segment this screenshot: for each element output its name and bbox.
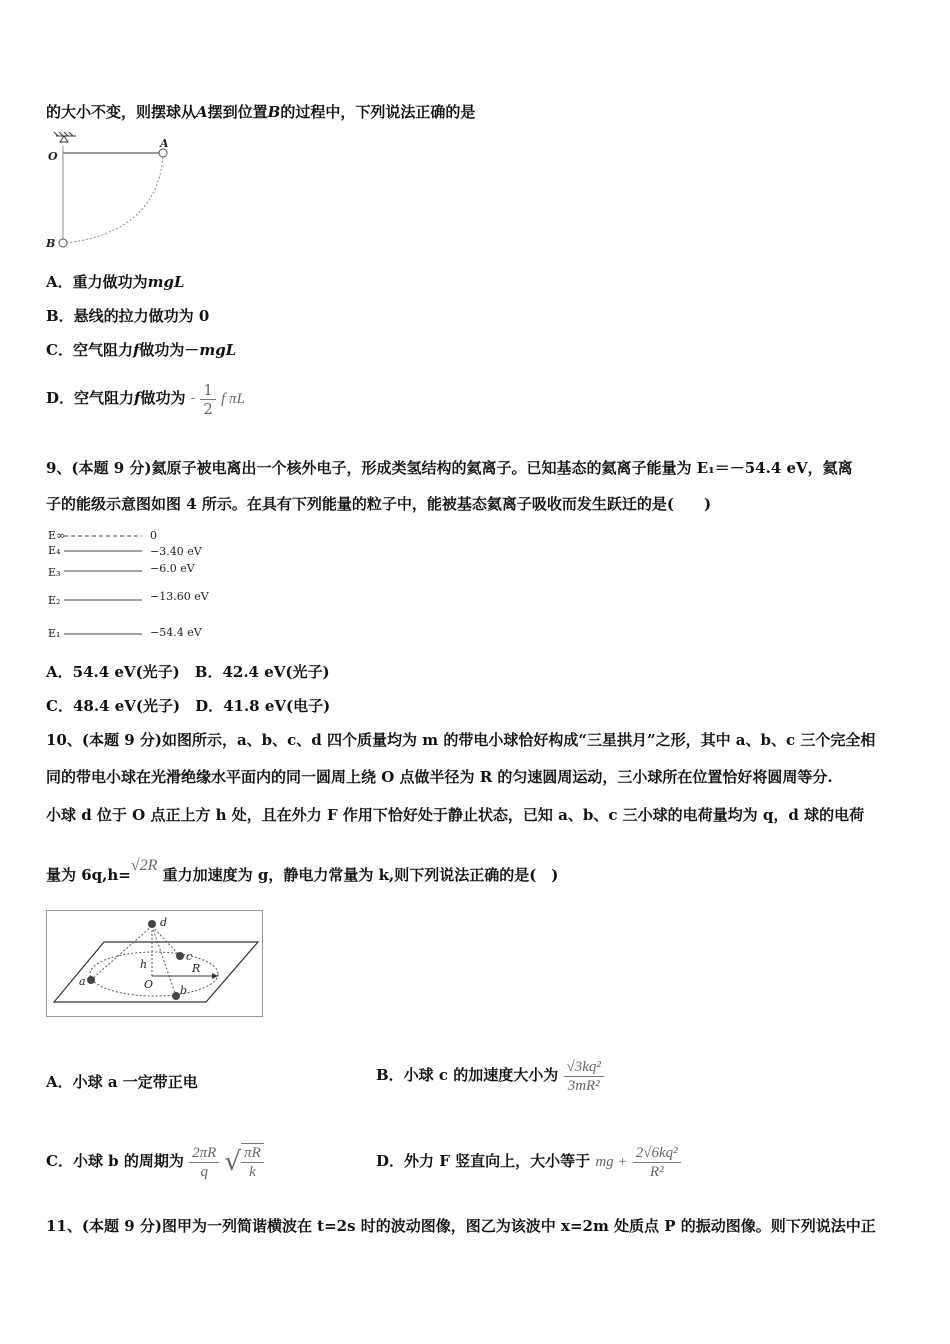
level-name-3: E₃ [48,566,61,579]
radius-label: R [192,962,201,975]
label-o: O [48,150,58,163]
level-name-4: E₄ [48,544,61,557]
level-value-inf: 0 [150,529,157,542]
label-b: B [46,237,56,250]
level-value-2: −13.60 eV [150,590,209,603]
level-name-1: E₁ [48,627,61,640]
height-label: h [140,958,148,971]
level-value-1: −54.4 eV [150,626,202,639]
q10-option-c[interactable]: C．小球 b 的周期为 $\frac{2\pi R}{q}$ √ $\frac{\pi R}{k}$ [46,1136,264,1186]
q8-option-a[interactable]: A．重力做功为mgL [46,273,185,291]
q9-options-row-2[interactable]: C．48.4 eV(光子) D．41.8 eV(电子) [46,697,331,715]
q8-option-c[interactable]: C．空气阻力f做功为－mgL [46,341,237,359]
fraction-half: $\frac{1}{2}$ [200,381,216,418]
q9-line-1: 9、(本题 9 分)氦原子被电离出一个核外电子，形成类氢结构的氦离子。已知基态的氦离子能量为 E₁＝－54.4 eV，氦离 [46,459,853,477]
q10-line-1: 10、(本题 9 分)如图所示，a、b、c、d 四个质量均为 m 的带电小球恰好构成“三星拱月”之形，其中 a、b、c 三个完全相 [46,731,876,749]
ball-a-label: a [79,975,86,988]
sqrt-fraction: $\frac{\pi R}{k}$ [241,1143,264,1181]
q10-option-a[interactable]: A．小球 a 一定带正电 [46,1073,198,1091]
q8-option-d[interactable]: D．空气阻力f做功为 - $\frac{1}{2}$ f πL [46,380,245,418]
ball-d-label: d [160,916,168,929]
label-a: A [160,137,169,150]
fraction-period: $\frac{2\pi R}{q}$ [189,1144,219,1181]
pendulum-figure [44,132,174,252]
q10-option-d[interactable]: D．外力 F 竖直向上，大小等于 mg + $\frac{\text{2√6kq²}}{\text{R²}}$ [376,1136,681,1186]
fraction-force: $\frac{\text{2√6kq²}}{\text{R²}}$ [633,1144,681,1181]
q8-option-b[interactable]: B．悬线的拉力做功为 0 [46,307,210,325]
sqrt2-r: √2R [130,857,158,874]
level-name-2: E₂ [48,594,61,607]
ball-b-label: b [180,984,188,997]
center-label: O [144,978,154,991]
level-value-4: −3.40 eV [150,545,202,558]
fraction-accel: $\frac{\text{√3kq²}}{\text{3mR²}}$ [564,1058,604,1095]
q10-option-b[interactable]: B．小球 c 的加速度大小为 $\frac{\text{√3kq²}}{\text{3mR²}}$ [376,1050,604,1100]
energy-level-diagram [46,526,226,646]
q9-options-row-1[interactable]: A．54.4 eV(光子) B．42.4 eV(光子) [46,663,330,681]
intro-line: 的大小不变，则摆球从A摆到位置B的过程中，下列说法正确的是 [46,103,476,121]
q11-line-1: 11、(本题 9 分)图甲为一列简谐横波在 t=2s 时的波动图像，图乙为该波中 x=2m 处质点 P 的振动图像。则下列说法中正 [46,1217,876,1235]
q10-line-4: 量为 6q,h=√2R 重力加速度为 g，静电力常量为 k,则下列说法正确的是( ) [46,857,559,884]
q10-line-3: 小球 d 位于 O 点正上方 h 处，且在外力 F 作用下恰好处于静止状态，已知 a、b、c 三小球的电荷量均为 q，d 球的电荷 [46,806,865,824]
three-stars-figure [46,910,264,1018]
level-name-inf: E∞ [48,529,66,542]
level-value-3: −6.0 eV [150,562,195,575]
q10-line-2: 同的带电小球在光滑绝缘水平面内的同一圆周上绕 O 点做半径为 R 的匀速圆周运动，三小球所在位置恰好将圆周等分. [46,768,833,786]
ball-c-label: c [186,950,193,963]
q9-line-2: 子的能级示意图如图 4 所示。在具有下列能量的粒子中，能被基态氦离子吸收而发生跃迁的是( ) [46,495,712,513]
